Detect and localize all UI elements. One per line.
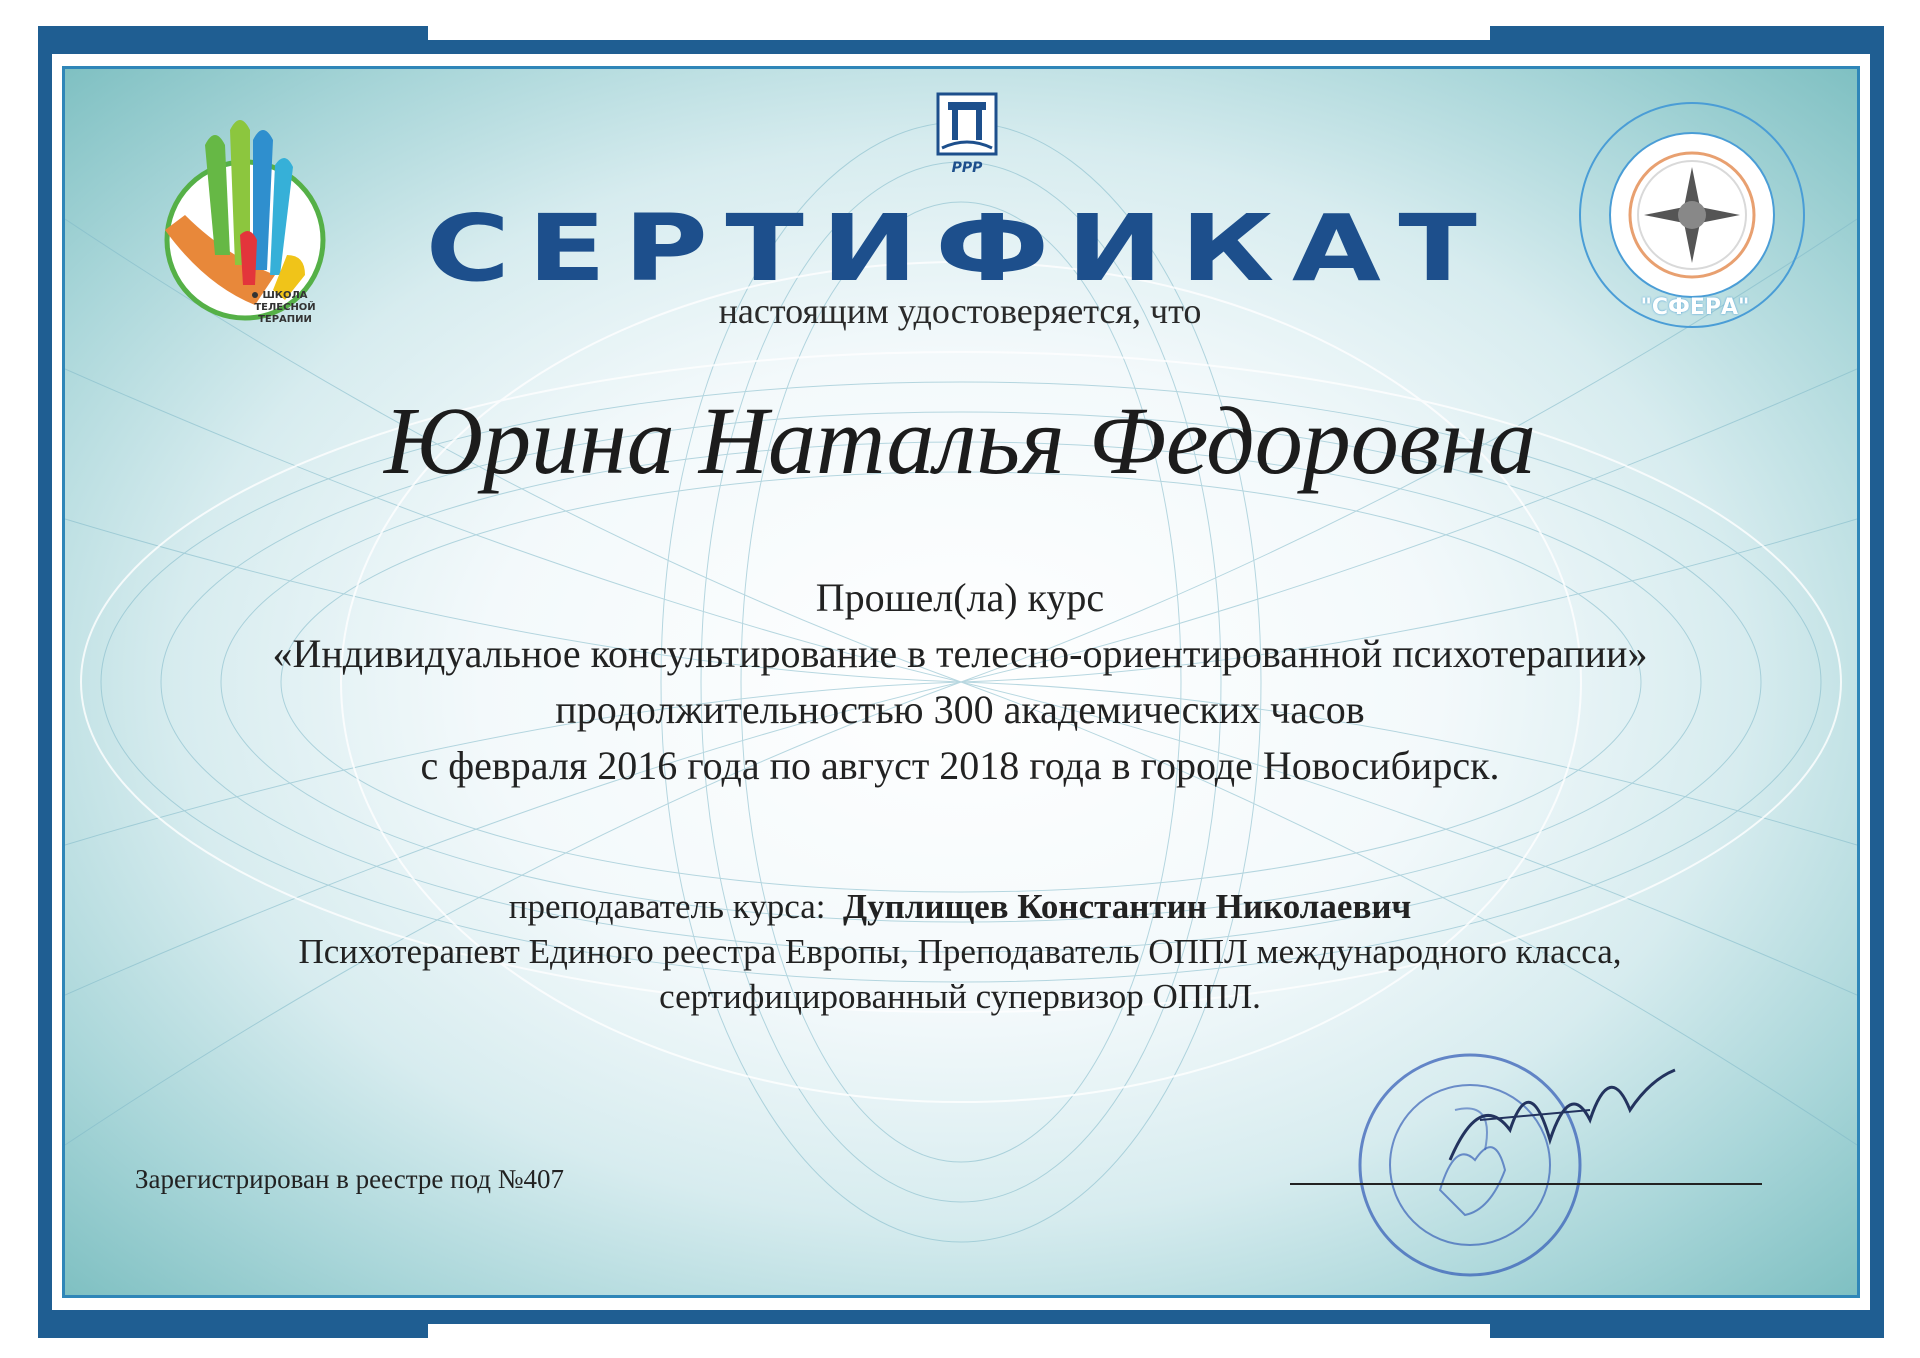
school-logo-text: ШКОЛА ТЕЛЕСНОЙ ТЕРАПИИ: [254, 290, 316, 325]
course-info: [0, 570, 1920, 794]
course-title: «Индивидуальное консультирование в телесно-ориентированной психотерапии»: [272, 631, 1648, 676]
certificate-title: СЕРТИФИКАТ: [425, 195, 1495, 302]
frame-corner-top-right: [1490, 26, 1884, 54]
frame-corner-bottom-left: [38, 1310, 428, 1338]
teacher-line-1: [0, 884, 1920, 929]
registry-number: Зарегистрирован в реестре под №407: [135, 1164, 565, 1194]
course-duration: продолжительностью 300 академических часов: [555, 687, 1365, 732]
teacher-label: преподаватель курса:: [508, 887, 826, 926]
signature: [1440, 1050, 1680, 1180]
teacher-name: Дуплищев Константин Николаевич: [842, 887, 1412, 926]
teacher-credentials: Психотерапевт Единого реестра Европы, Преподаватель ОППЛ международного класса,: [298, 932, 1622, 971]
course-dates: с февраля 2016 года по август 2018 года в городе Новосибирск.: [420, 743, 1500, 788]
certificate-subtitle: настоящим удостоверяется, что: [718, 291, 1202, 331]
sfera-logo-name: "СФЕРА": [1640, 295, 1750, 320]
frame-corner-top-left: [38, 26, 428, 54]
signature-line: [1290, 1183, 1762, 1185]
frame-corner-bottom-right: [1490, 1310, 1884, 1338]
teacher-supervisor: сертифицированный супервизор ОППЛ.: [659, 977, 1261, 1016]
recipient-name: Юрина Наталья Федоровна: [384, 387, 1536, 494]
course-line-1: Прошел(ла) курс: [815, 575, 1105, 620]
teacher-info: [0, 884, 1920, 1019]
ppr-emblem-text: PPP: [951, 160, 983, 176]
